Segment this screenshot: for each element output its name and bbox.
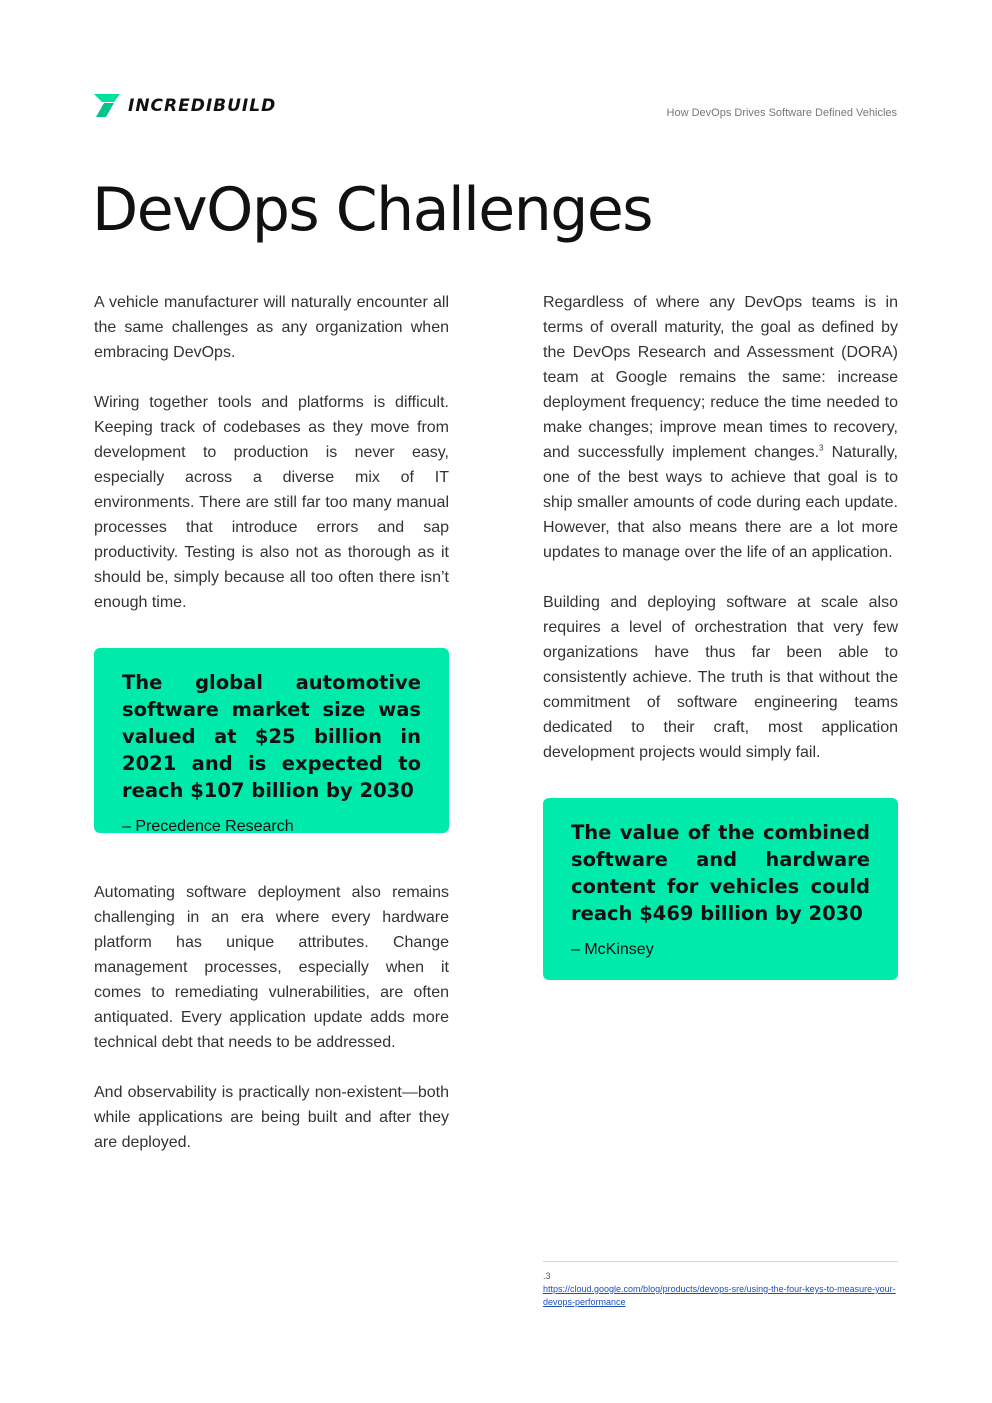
left-column: [94, 290, 449, 1180]
paragraph-text: Naturally, one of the best ways to achieve that goal is to ship smaller amounts of code during each update. However, that also means there are a lot more updates to manage over the life of an application.: [543, 444, 898, 561]
logo: [94, 94, 276, 118]
callout-source: – McKinsey: [571, 941, 654, 958]
logo-text: INCREDIBUILD: [128, 96, 277, 116]
callout-quote: The global automotive software market size was valued at $25 billion in 2021 and is expected to reach $107 billion by 2030: [122, 671, 421, 802]
paragraph: Building and deploying software at scale also requires a level of orchestration that very few organizations have thus far been able to consistently achieve. The truth is that without the commitment of software engineering teams dedicated to their craft, most application development projects would simply fail.: [543, 594, 898, 761]
callout-source: – Precedence Research: [122, 818, 294, 835]
page-title: DevOps Challenges: [92, 175, 652, 245]
footnote-reference: 3: [819, 443, 824, 453]
right-column: [543, 290, 898, 980]
footnote-link[interactable]: https://cloud.google.com/blog/products/devops-sre/using-the-four-keys-to-measure-your-devops-performance: [543, 1284, 896, 1307]
paragraph: [543, 290, 898, 565]
paragraph-text: Regardless of where any DevOps teams is in terms of overall maturity, the goal as defined by the DevOps Research and Assessment (DORA) team at Google remains the same: increase deployment frequency; reduce the time needed to make changes; improve mean times to recovery, and successfully implement changes.: [543, 294, 898, 461]
paragraph: A vehicle manufacturer will naturally encounter all the same challenges as any organization when embracing DevOps.: [94, 294, 449, 361]
callout-quote: The value of the combined software and hardware content for vehicles could reach $469 billion by 2030: [571, 821, 870, 925]
paragraph: Automating software deployment also remains challenging in an era where every hardware platform has unique attributes. Change management processes, especially when it comes to remediating vulnerabilities, are often antiquated. Every application update adds more technical debt that needs to be addressed.: [94, 884, 449, 1051]
paragraph: Wiring together tools and platforms is difficult. Keeping track of codebases as they move from development to production is never easy, especially across a diverse mix of IT environments. There are still far too many manual processes that introduce errors and sap productivity. Testing is also not as thorough as it should be, simply because all too often there isn’t enough time.: [94, 394, 449, 611]
document-header-title: How DevOps Drives Software Defined Vehicles: [666, 107, 897, 119]
stat-callout-box: [94, 648, 449, 833]
incredibuild-logo-icon: [94, 94, 122, 118]
footnote-number: .3: [543, 1271, 551, 1281]
stat-callout-box: [543, 798, 898, 980]
footnote: [543, 1261, 898, 1309]
paragraph: And observability is practically non-existent—both while applications are being built and after they are deployed.: [94, 1084, 449, 1151]
